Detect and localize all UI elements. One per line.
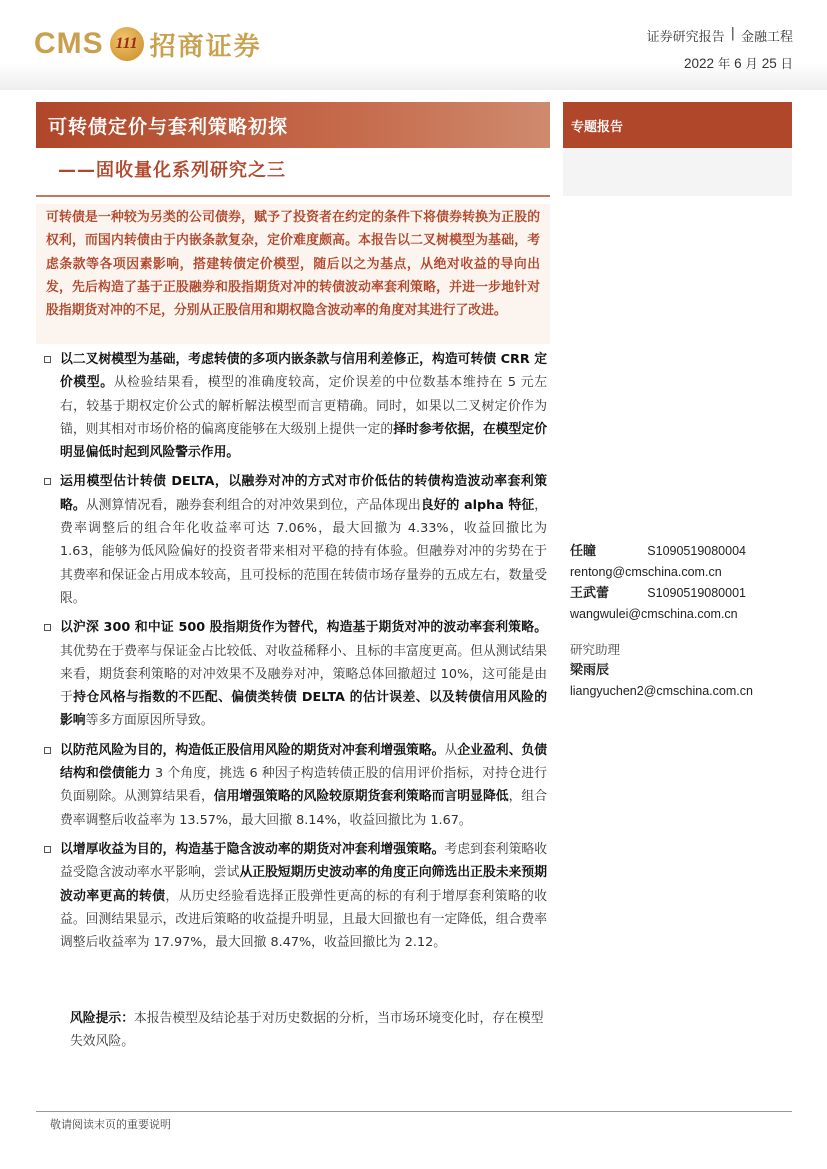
key-point-emphasis: 以沪深 300 和中证 500 股指期货作为替代，构造基于期货对冲的波动率套利策略。: [60, 620, 547, 636]
key-point-item: [42, 616, 547, 732]
report-title: 可转债定价与套利策略初探: [48, 115, 289, 138]
key-point-emphasis: 以增厚收益为目的，构造基于隐含波动率的期货对冲套利增强策略。: [60, 841, 445, 857]
abstract-box: 可转债是一种较为另类的公司债券，赋予了投资者在约定的条件下将债券转换为正股的权利，而国内转债由于内嵌条款复杂，定价难度颇高。本报告以二叉树模型为基础，考虑条款等各项因素影响，搭建转债定价模型，随后以之为基点，从绝对收益的导向出发，先后构造了基于正股融券和股指期货对冲的转债波动率套利策略，并进一步地针对股指期货对冲的不足，分别从正股信用和期权隐含波动率的角度对其进行了改进。: [36, 204, 550, 344]
report-type: 证券研究报告: [646, 30, 725, 45]
report-date: 2022 年 6 月 25 日: [684, 56, 793, 71]
assistant-name: 梁雨辰: [570, 663, 610, 678]
key-point-text: ，费率调整后的组合年化收益率可达 7.06%，最大回撤为 4.33%，收益回撤比为 1.63，能够为低风险偏好的投资者带来相对平稳的持有体验。但融券对冲的劣势在于其费率和保证金占用成本较高，且可投标的范围在转债市场存量券的五成左右，数量受限。: [60, 497, 548, 606]
title-bar: [36, 102, 550, 148]
title-divider: [36, 195, 550, 197]
checkbox-bullet-icon: [44, 356, 51, 363]
analyst-name: 王武蕾: [570, 586, 610, 601]
risk-warning: [70, 1007, 550, 1053]
risk-label: 风险提示：: [70, 1011, 134, 1026]
key-point-emphasis: 良好的 alpha 特征: [420, 497, 535, 513]
analyst-panel: [570, 541, 800, 702]
analyst-name: 任瞳: [570, 544, 597, 559]
key-point-item: [42, 348, 547, 464]
risk-text: 本报告模型及结论基于对历史数据的分析，当市场环境变化时，存在模型失效风险。: [70, 1011, 544, 1049]
analyst-license-id: S1090519080001: [647, 586, 746, 600]
key-points-list: [42, 348, 547, 960]
key-point-item: [42, 470, 547, 610]
key-point-emphasis: 以防范风险为目的，构造低正股信用风险的期货对冲套利增强策略。: [60, 742, 445, 758]
key-point-emphasis: 从正股短期历史波动率的角度正向筛选出正股未来预期波动率更高的转债: [60, 865, 548, 904]
logo-emblem-icon: [110, 27, 144, 61]
checkbox-bullet-icon: [44, 747, 51, 754]
report-subtitle: ——固收量化系列研究之三: [58, 160, 286, 181]
report-category: 金融工程: [740, 30, 793, 45]
key-point-emphasis: 企业盈利、负债结构和偿债能力: [60, 742, 548, 782]
report-tag: 专题报告: [563, 102, 792, 148]
key-point-emphasis: 择时参考依据，在模型定价明显偏低时起到风险警示作用。: [60, 421, 548, 461]
checkbox-bullet-icon: [44, 478, 51, 485]
analyst-email[interactable]: rentong@cmschina.com.cn: [570, 565, 722, 579]
key-point-text: ，从历史经验看选择正股弹性更高的标的有利于增厚套利策略的收益。回测结果显示，改进后策略的收益提升明显，且最大回撤也有一定降低，组合费率调整后收益率为 17.97%，最大回撤 8.47%，收益回撤比为 2.12。: [60, 888, 548, 951]
key-point-text: 其优势在于费率与保证金占比较低、对收益稀释小、且标的丰富度更高。但从测试结果来看，期货套利策略的对冲效果不及融券对冲，策略总体回撤超过 10%，这可能是由于: [60, 643, 547, 706]
company-logo: [34, 22, 262, 66]
key-point-text: 考虑到套利策略收益受隐含波动率水平影响，尝试: [60, 841, 548, 881]
analyst-row: [570, 541, 746, 562]
key-point-text: ，组合费率调整后收益率为 13.57%，最大回撤 8.14%，收益回撤比为 1.67。: [60, 789, 548, 828]
key-point-emphasis: 持仓风格与指数的不匹配、偏债类转债 DELTA 的估计误差、以及转债信用风险的影响: [60, 690, 547, 729]
key-point-emphasis: 以二叉树模型为基础，考虑转债的多项内嵌条款与信用利差修正，构造可转债 CRR 定价模型。: [60, 352, 547, 391]
logo-emblem-text: 111: [115, 35, 138, 52]
analyst-license-id: S1090519080004: [647, 544, 746, 558]
key-point-text: 等多方面原因所导致。: [85, 713, 214, 729]
logo-text-chinese: 招商证券: [149, 31, 262, 62]
analyst-row: [570, 583, 746, 604]
key-point-text: 从: [444, 742, 458, 758]
footer-divider: [36, 1111, 792, 1112]
footer-note: 敬请阅读末页的重要说明: [50, 1118, 171, 1131]
logo-text-cms: CMS: [34, 27, 104, 60]
checkbox-bullet-icon: [44, 624, 51, 631]
key-point-text: 从检验结果看，模型的准确度较高，定价误差的中位数基本维持在 5 元左右，较基于期权定价公式的解析解法模型而言更精确。同时，如果以二叉树定价作为锚，则其相对市场价格的偏离度能够在大级别上提供一定的: [60, 375, 548, 437]
key-point-text: 3 个角度，挑选 6 种因子构造转债正股的信用评价指标，对持仓进行负面剔除。从测算结果看，: [60, 766, 548, 805]
header-meta: [647, 26, 793, 72]
analyst-email[interactable]: wangwulei@cmschina.com.cn: [570, 607, 738, 621]
key-point-item: [42, 739, 547, 832]
key-point-emphasis: 运用模型估计转债 DELTA，以融券对冲的方式对市价低估的转债构造波动率套利策略。: [60, 474, 547, 513]
header-separator: |: [730, 26, 735, 41]
key-point-text: 从测算情况看，融券套利组合的对冲效果到位，产品体现出: [85, 497, 421, 513]
side-panel: [563, 148, 792, 196]
assistant-email[interactable]: liangyuchen2@cmschina.com.cn: [570, 684, 753, 698]
assistant-role: 研究助理: [570, 642, 621, 657]
key-point-item: [42, 838, 547, 954]
checkbox-bullet-icon: [44, 846, 51, 853]
key-point-emphasis: 信用增强策略的风险较原期货套利策略而言明显降低: [213, 789, 509, 805]
